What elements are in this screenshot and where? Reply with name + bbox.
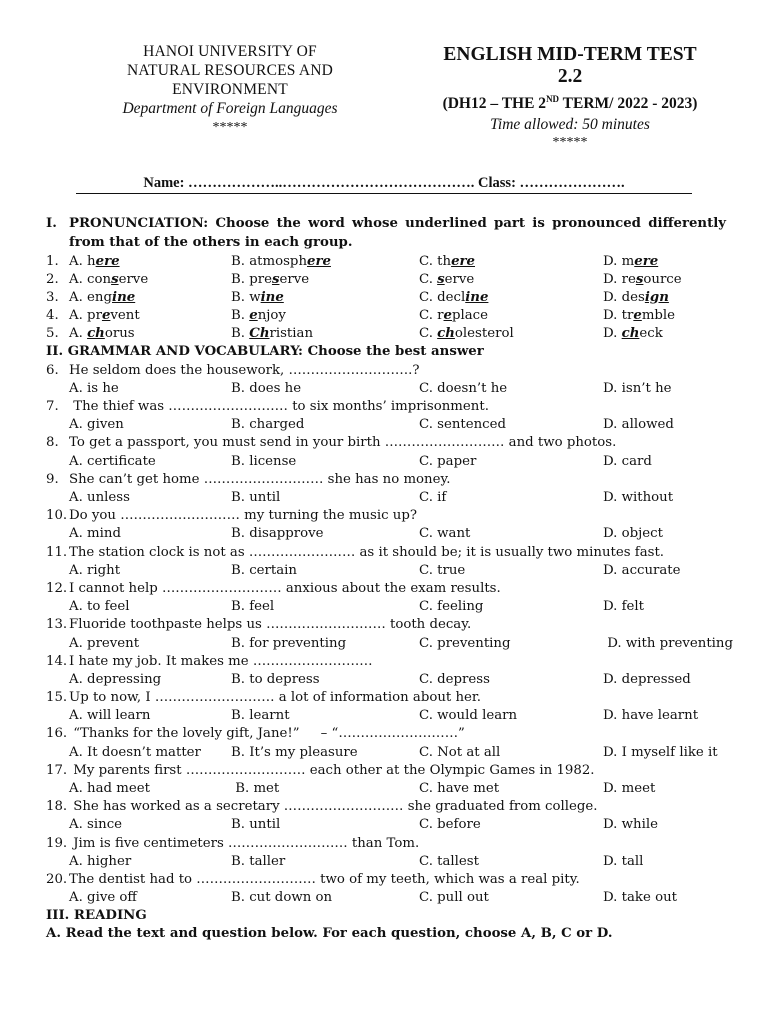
option-text: C. [419,326,438,342]
grammar-question [46,761,726,779]
answer-option: A. given [69,417,124,433]
option-text: eck [639,326,663,342]
answer-option: C. preventing [419,635,511,651]
answer-option: A. right [69,562,121,578]
answer-option: A. mind [69,526,121,542]
answer-option: C. doesn’t he [419,380,508,396]
question-number: 10. [46,508,68,524]
question-number: 17. [46,762,68,778]
answer-option: D. allowed [603,417,674,433]
option-text: place [451,308,488,324]
university-name-line3: ENVIRONMENT [172,81,288,98]
answer-options [46,670,726,688]
question-stem: I cannot help ……………………… anxious about the exam results. [69,580,501,596]
grammar-question [46,470,726,488]
underlined-part: ine [112,289,136,305]
option-text: erve [118,271,149,287]
answer-option: A. prevent [69,635,140,651]
option-text: C. r [419,308,444,324]
question-stem: “Thanks for the lovely gift, Jane!” – “………………………” [69,726,465,742]
option-text: erve [279,271,310,287]
question-stem: I hate my job. It makes me ……………………… [69,653,373,669]
section-grammar-heading: II. GRAMMAR AND VOCABULARY: Choose the best answer [46,343,484,359]
option-text: njoy [257,308,286,324]
underlined-part: s [635,271,644,287]
option-text: C. decl [419,289,466,305]
answer-option: D. have learnt [603,708,699,724]
grammar-question [46,870,726,888]
answer-option [603,254,658,269]
question-number: 12. [46,580,68,596]
answer-option: C. paper [419,453,477,469]
underlined-part: s [437,271,445,287]
question-number: 13. [46,617,68,633]
underlined-part: ere [634,253,659,269]
option-text: C. [419,271,438,287]
option-text: B. pre [231,271,272,287]
question-stem: She has worked as a secretary ……………………… she graduated from college. [69,799,598,815]
question-number: 1. [46,253,59,269]
question-number: 9. [46,471,59,487]
answer-option: A. depressing [69,671,162,687]
option-text: ource [643,271,682,287]
answer-option: B. feel [231,599,275,615]
question-stem: To get a passport, you must send in your birth ……………………… and two photos. [69,435,617,451]
underlined-part: ch [437,326,455,342]
answer-option [603,308,675,323]
answer-option: C. want [419,526,471,542]
option-text: A. pr [69,308,102,324]
question-stem: My parents first ……………………… each other at the Olympic Games in 1982. [69,762,595,778]
option-text: B. w [231,289,261,305]
answer-option [231,326,419,341]
answer-option: A. is he [69,380,119,396]
answer-options [46,889,726,907]
grammar-question [46,652,726,670]
answer-option: D. card [603,453,652,469]
option-text: B. atmosph [231,253,308,269]
option-text: erve [444,271,475,287]
department-name: Department of Foreign Languages [122,100,338,117]
question-number: 4. [46,308,59,324]
reading-instructions: A. Read the text and question below. For each question, choose A, B, C or D. [46,925,613,941]
answer-option [419,308,603,323]
answer-option: C. have met [419,781,500,797]
answer-option: A. certificate [69,453,156,469]
answer-options [46,707,726,725]
option-text: A. h [69,253,96,269]
underlined-part: ere [95,253,120,269]
option-text: D. re [603,271,636,287]
answer-options [46,416,726,434]
answer-option: B. charged [231,417,305,433]
answer-option [69,290,231,305]
test-title: ENGLISH MID-TERM TEST [443,44,697,65]
pronunciation-question [46,307,726,325]
underlined-part: ere [307,253,331,269]
grammar-question [46,725,726,743]
grammar-question [46,798,726,816]
grammar-question [46,616,726,634]
answer-option [69,254,231,269]
question-stem: Do you ……………………… my turning the music up? [69,508,417,524]
answer-option: B. disapprove [231,526,324,542]
option-text: olesterol [454,326,514,342]
answer-option [419,254,603,269]
answer-option: A. give off [69,890,137,906]
pronunciation-question [46,325,726,343]
underlined-part: ine [465,289,489,305]
answer-option: C. tallest [419,853,479,869]
stars-divider-left: ***** [212,120,248,135]
answer-option: A. had meet [69,781,150,797]
question-number: 15. [46,690,68,706]
answer-option: C. true [419,562,466,578]
question-stem: She can’t get home ……………………… she has no money. [69,471,451,487]
answer-options [46,379,726,397]
grammar-question [46,579,726,597]
section-reading-heading: III. READING [46,907,147,923]
answer-option [603,272,682,287]
question-number: 19. [46,835,68,851]
answer-options [46,852,726,870]
pronunciation-question [46,252,726,270]
answer-option: B. until [231,490,281,506]
answer-option: D. depressed [603,671,691,687]
question-number: 3. [46,289,59,305]
answer-option: C. feeling [419,599,484,615]
answer-option: D. tall [603,853,644,869]
institution-header [70,42,390,137]
question-number: 18. [46,799,68,815]
question-stem: The station clock is not as …………………… as it should be; it is usually two minutes fast. [69,544,665,560]
grammar-question [46,398,726,416]
option-text: A. con [69,271,112,287]
underlined-part: e [633,308,642,324]
underlined-part: s [111,271,119,287]
question-number: 16. [46,726,68,742]
answer-option: D. accurate [603,562,681,578]
underlined-part: s [271,271,280,287]
answer-option [231,254,419,269]
time-allowed: Time allowed: 50 minutes [490,116,650,133]
answer-option: B. license [231,453,297,469]
answer-options [46,561,726,579]
answer-option [69,272,231,287]
grammar-question [46,834,726,852]
pronunciation-list [46,252,726,343]
question-stem: He seldom does the housework, ……………………….? [69,362,420,378]
student-name-class-line: Name: ………………..…………………………………. Class: …………………. [76,175,692,194]
answer-option: D. take out [603,890,677,906]
question-number: 14. [46,653,68,669]
stars-divider-right: ***** [552,135,588,150]
answer-option: A. to feel [69,599,130,615]
question-number: 5. [46,326,59,342]
answer-option: B. met [231,781,280,797]
answer-options [46,743,726,761]
question-stem: The thief was ……………………… to six months’ imprisonment. [69,399,489,415]
question-stem: Fluoride toothpaste helps us ……………………… tooth decay. [69,617,472,633]
question-number: 2. [46,271,59,287]
underlined-part: Ch [249,326,270,342]
answer-option: D. while [603,817,658,833]
answer-option: B. does he [231,380,302,396]
option-text: D. m [603,253,635,269]
answer-option: C. depress [419,671,490,687]
answer-option: D. felt [603,599,645,615]
test-code: 2.2 [557,66,583,87]
question-stem: Jim is five centimeters ……………………… than Tom. [69,835,420,851]
grammar-list [46,361,733,907]
answer-option: A. higher [69,853,132,869]
answer-option: A. since [69,817,123,833]
option-text: B. [231,326,250,342]
answer-option: D. meet [603,781,656,797]
grammar-question [46,507,726,525]
exam-content [46,214,733,943]
grammar-question [46,543,726,561]
underlined-part: ch [87,326,105,342]
answer-option [419,272,603,287]
option-text: D. des [603,289,645,305]
answer-option: D. isn’t he [603,380,672,396]
answer-option [419,290,603,305]
answer-option: B. for preventing [231,635,347,651]
answer-option: C. would learn [419,708,518,724]
answer-option: D. with preventing [603,635,733,651]
question-number: 8. [46,435,59,451]
answer-option: A. unless [69,490,130,506]
option-text: orus [104,326,135,342]
option-text: mble [641,308,676,324]
option-text: B. [231,308,250,324]
answer-options [46,816,726,834]
pronunciation-question [46,288,726,306]
option-text: A. [69,326,88,342]
answer-options [46,598,726,616]
grammar-question [46,689,726,707]
answer-options [46,634,733,652]
test-header [410,44,730,151]
underlined-part: ign [644,289,669,305]
answer-option: D. I myself like it [603,744,718,760]
university-name-line1: HANOI UNIVERSITY OF [143,43,317,60]
answer-option: C. pull out [419,890,489,906]
question-stem: Up to now, I ……………………… a lot of information about her. [69,690,482,706]
answer-option: B. learnt [231,708,290,724]
answer-option: A. will learn [69,708,151,724]
answer-option: B. until [231,817,281,833]
answer-options [46,779,726,797]
answer-option: B. taller [231,853,286,869]
answer-options [46,452,726,470]
underlined-part: ch [621,326,640,342]
answer-option [603,326,663,341]
answer-options [46,488,726,506]
option-text: C. th [419,253,452,269]
answer-option: D. without [603,490,674,506]
answer-option [231,290,419,305]
option-text: D. [603,326,622,342]
answer-option: C. if [419,490,447,506]
answer-options [46,525,726,543]
question-number: 7. [46,399,59,415]
answer-option [69,326,231,341]
underlined-part: e [443,308,452,324]
answer-option: D. object [603,526,663,542]
underlined-part: ere [451,253,475,269]
answer-option: B. to depress [231,671,320,687]
question-number: 6. [46,362,59,378]
answer-option: C. before [419,817,481,833]
option-text: A. eng [69,289,113,305]
answer-option: B. It’s my pleasure [231,744,358,760]
option-text: D. tr [603,308,634,324]
answer-option: B. cut down on [231,890,333,906]
pronunciation-question [46,270,726,288]
grammar-question [46,361,726,379]
grammar-question [46,434,726,452]
answer-option: A. It doesn’t matter [69,744,201,760]
answer-option: C. Not at all [419,744,501,760]
option-text: vent [110,308,140,324]
question-number: 20. [46,871,68,887]
term-info: (DH12 – THE 2ND TERM/ 2022 - 2023) [442,94,698,112]
answer-option [69,308,231,323]
section-pronunciation-heading: I. PRONUNCIATION: Choose the word whose underlined part is pronounced differently from that of the others in each group. [46,216,726,250]
underlined-part: e [249,308,258,324]
university-name-line2: NATURAL RESOURCES AND [126,62,333,79]
question-stem: The dentist had to ……………………… two of my teeth, which was a real pity. [69,871,580,887]
answer-option [419,326,603,341]
question-number: 11. [46,544,68,560]
answer-option [231,272,419,287]
answer-option [231,308,419,323]
answer-option: B. certain [231,562,297,578]
underlined-part: ine [260,289,284,305]
answer-option: C. sentenced [419,417,507,433]
option-text: ristian [269,326,314,342]
answer-option [603,290,669,305]
underlined-part: e [101,308,111,324]
